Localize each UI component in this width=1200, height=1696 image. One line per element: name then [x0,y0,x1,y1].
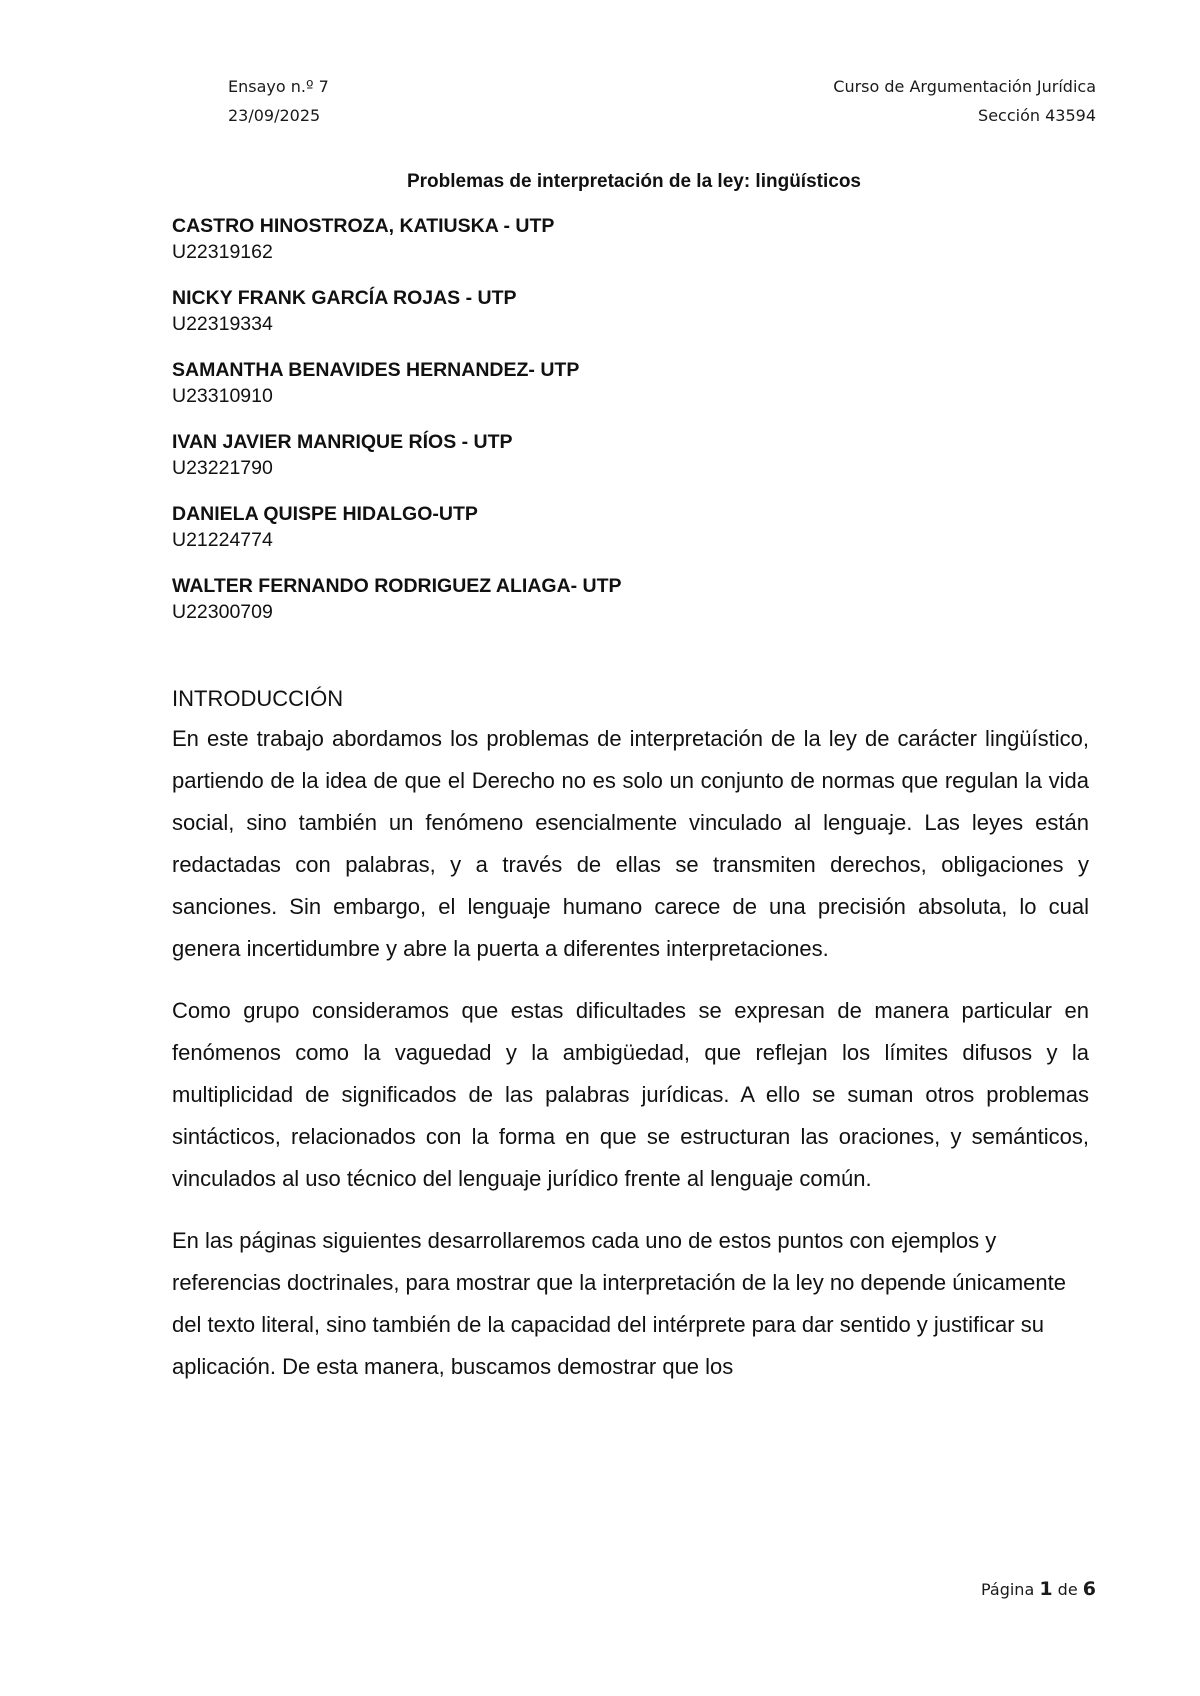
introduction-paragraph: En las páginas siguientes desarrollaremos cada uno de estos puntos con ejemplos y referencias doctrinales, para mostrar que la interpretación de la ley no depende únicamente del texto literal, sino también de la capacidad del intérprete para dar sentido y justificar su aplicación. De esta manera, buscamos demostrar que los [172,1228,1066,1379]
course-name: Curso de Argumentación Jurídica [833,77,1096,96]
introduction-body [172,718,1089,1408]
author-entry [172,429,1096,501]
author-list [172,213,1096,645]
author-name: DANIELA QUISPE HIDALGO-UTP [172,503,478,525]
author-code: U23310910 [172,385,273,407]
author-name: SAMANTHA BENAVIDES HERNANDEZ- UTP [172,359,580,381]
author-name: CASTRO HINOSTROZA, KATIUSKA - UTP [172,215,555,237]
author-name: NICKY FRANK GARCÍA ROJAS - UTP [172,287,517,309]
author-code: U22319162 [172,241,273,263]
author-code: U23221790 [172,457,273,479]
essay-label: Ensayo n.º 7 [228,77,329,96]
author-entry [172,501,1096,573]
of-word: de [1057,1580,1078,1599]
course-section: Sección 43594 [978,106,1096,125]
author-entry [172,573,1096,645]
page-footer [981,1578,1096,1600]
author-entry [172,357,1096,429]
author-code: U22300709 [172,601,273,623]
header-right [833,72,1096,130]
header-left [228,72,329,130]
author-code: U21224774 [172,529,273,551]
author-code: U22319334 [172,313,273,335]
page-word: Página [980,1580,1035,1599]
author-name: WALTER FERNANDO RODRIGUEZ ALIAGA- UTP [172,575,622,597]
author-name: IVAN JAVIER MANRIQUE RÍOS - UTP [172,431,513,453]
author-entry [172,213,1096,285]
introduction-paragraph: Como grupo consideramos que estas dificultades se expresan de manera particular en fenómenos como la vaguedad y la ambigüedad, que reflejan los límites difusos y la multiplicidad de significados de las palabras jurídicas. A ello se suman otros problemas sintácticos, relacionados con la forma en que se estructuran las oraciones, y semánticos, vinculados al uso técnico del lenguaje jurídico frente al lenguaje común. [172,998,1089,1191]
introduction-paragraph: En este trabajo abordamos los problemas de interpretación de la ley de carácter lingüístico, partiendo de la idea de que el Derecho no es solo un conjunto de normas que regulan la vida social, sino también un fenómeno esencialmente vinculado al lenguaje. Las leyes están redactadas con palabras, y a través de ellas se transmiten derechos, obligaciones y sanciones. Sin embargo, el lenguaje humano carece de una precisión absoluta, lo cual genera incertidumbre y abre la puerta a diferentes interpretaciones. [172,726,1089,961]
essay-date: 23/09/2025 [228,106,321,125]
author-entry [172,285,1096,357]
introduction-heading: INTRODUCCIÓN [172,686,344,711]
total-pages-number: 6 [1082,1578,1096,1600]
document-title: Problemas de interpretación de la ley: lingüísticos [406,171,861,192]
current-page-number: 1 [1039,1578,1053,1600]
